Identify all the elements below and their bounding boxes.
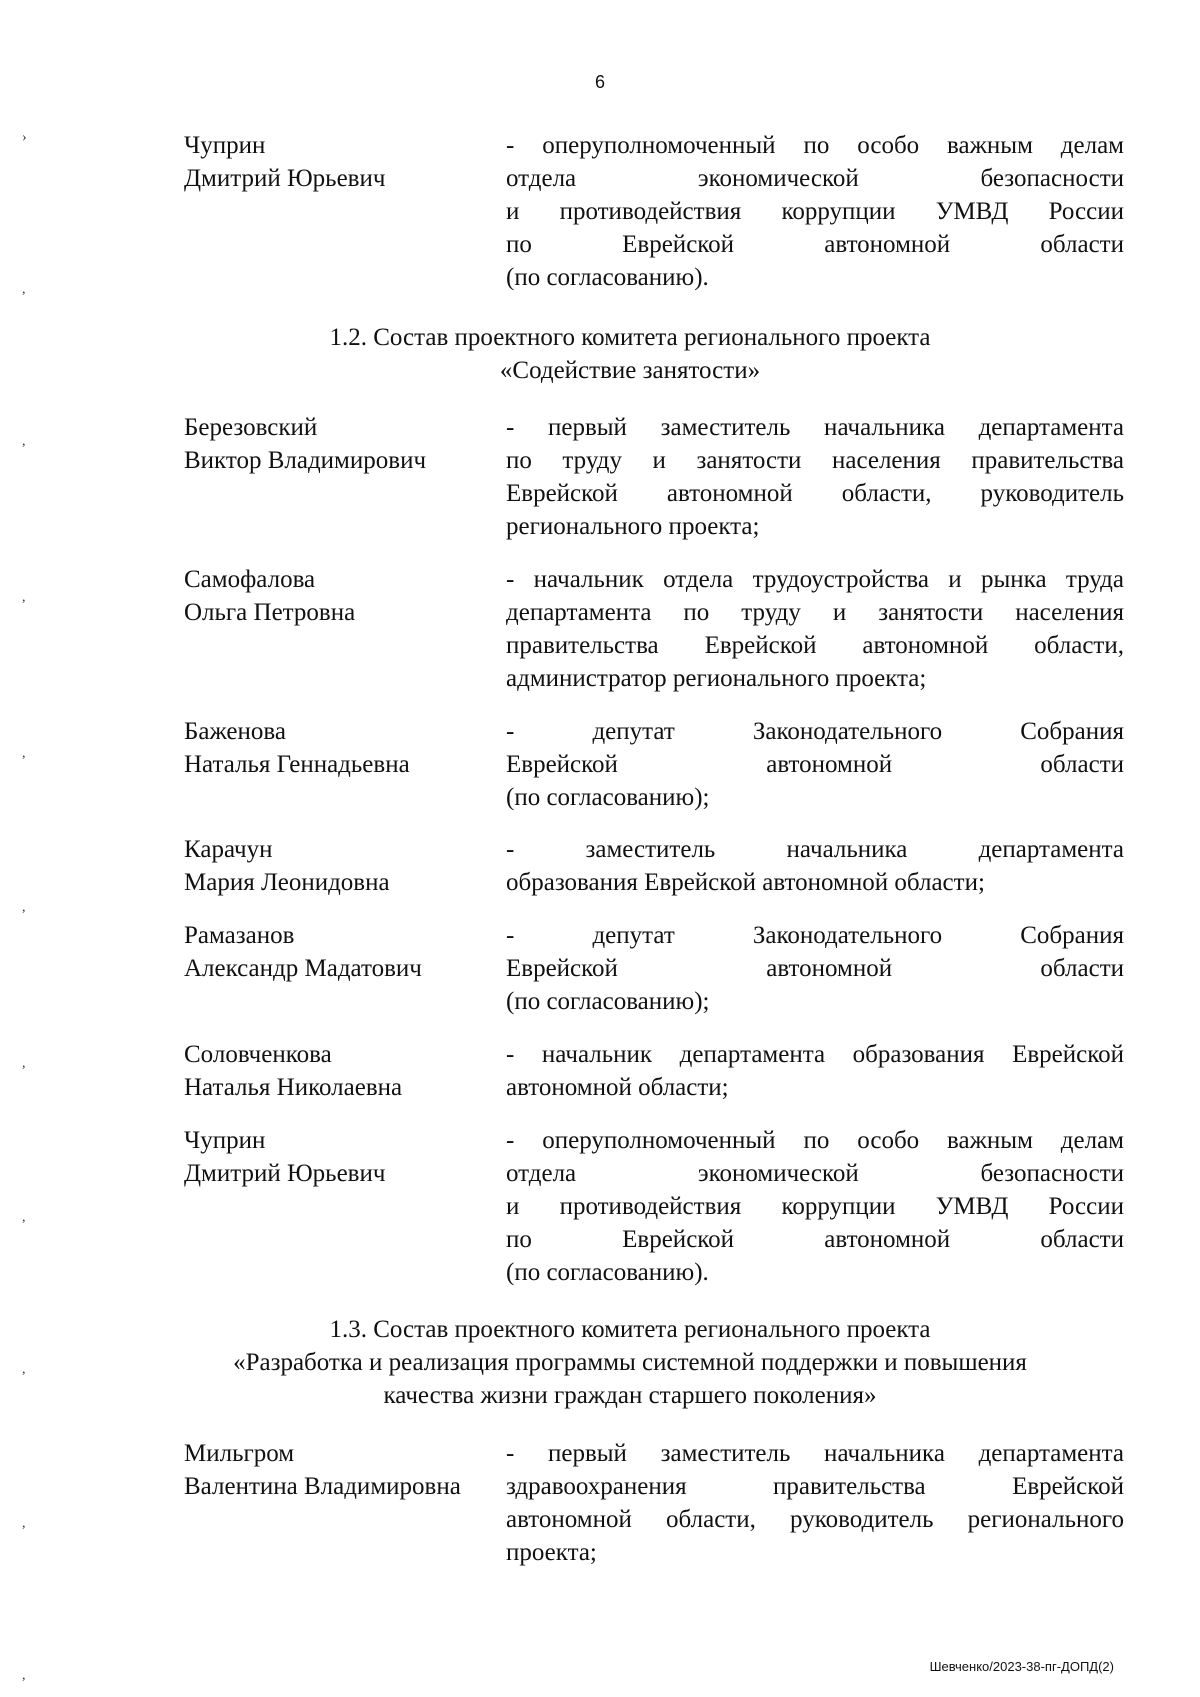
member-name (184, 563, 504, 629)
role-line: - начальник департамента образования Еврейской (506, 1041, 1124, 1068)
role-line: по труду и занятости населения правительства (506, 447, 1124, 474)
role-line: проекта; (506, 1539, 597, 1566)
member-given-name: Наталья Геннадьевна (184, 751, 410, 778)
member-role (506, 129, 1124, 294)
scan-mark: › (22, 130, 27, 145)
role-line: - оперуполномоченный по особо важным делам (506, 132, 1124, 159)
member-surname: Рамазанов (184, 922, 295, 949)
member-given-name: Виктор Владимирович (184, 447, 427, 474)
heading-line: «Содействие занятости» (499, 357, 761, 384)
role-line: - первый заместитель начальника департамента (506, 414, 1124, 441)
role-line: - оперуполномоченный по особо важным делам (506, 1127, 1124, 1154)
member-given-name: Ольга Петровна (184, 599, 356, 626)
heading-line: качества жизни граждан старшего поколения» (383, 1382, 877, 1409)
member-name (184, 919, 504, 985)
role-line: департамента по труду и занятости населения (506, 599, 1124, 626)
scan-mark: , (22, 1516, 26, 1531)
scan-mark: , (22, 1668, 26, 1683)
role-line: автономной области; (506, 1074, 729, 1101)
member-surname: Березовский (184, 414, 318, 441)
scan-mark: , (22, 282, 26, 297)
role-line: здравоохранения правительства Еврейской (506, 1473, 1124, 1500)
role-line: и противодействия коррупции УМВД России (506, 198, 1124, 225)
role-line: - депутат Законодательного Собрания (506, 718, 1124, 745)
member-name (184, 1124, 504, 1190)
member-surname: Мильгром (184, 1440, 295, 1467)
role-line: (по согласованию). (506, 264, 709, 291)
member-role (506, 1038, 1124, 1104)
section-heading-1-2 (150, 321, 1110, 387)
member-role (506, 411, 1124, 543)
role-line: отдела экономической безопасности (506, 1160, 1124, 1187)
member-given-name: Валентина Владимировна (184, 1473, 461, 1500)
member-surname: Карачун (184, 836, 273, 863)
role-line: регионального проекта; (506, 513, 760, 540)
role-line: - депутат Законодательного Собрания (506, 922, 1124, 949)
scan-mark: , (22, 434, 26, 449)
role-line: правительства Еврейской автономной области, (506, 632, 1124, 659)
member-given-name: Наталья Николаевна (184, 1074, 403, 1101)
role-line: (по согласованию); (506, 784, 710, 811)
role-line: по Еврейской автономной области (506, 1226, 1124, 1253)
scan-mark: , (22, 1210, 26, 1225)
role-line: по Еврейской автономной области (506, 231, 1124, 258)
member-name (184, 411, 504, 477)
role-line: - заместитель начальника департамента (506, 836, 1124, 863)
role-line: Еврейской автономной области, руководитель (506, 480, 1124, 507)
member-surname: Самофалова (184, 566, 316, 593)
member-name (184, 715, 504, 781)
member-given-name: Дмитрий Юрьевич (184, 165, 386, 192)
role-line: - начальник отдела трудоустройства и рынка труда (506, 566, 1124, 593)
member-name (184, 129, 504, 195)
scan-mark: , (22, 1362, 26, 1377)
member-surname: Чуприн (184, 1127, 266, 1154)
member-role (506, 715, 1124, 814)
member-name (184, 1437, 504, 1503)
scan-mark: , (22, 900, 26, 915)
member-role (506, 1124, 1124, 1289)
role-line: автономной области, руководитель регионального (506, 1506, 1124, 1533)
scan-mark: , (22, 746, 26, 761)
heading-line: «Разработка и реализация программы системной поддержки и повышения (233, 1349, 1027, 1376)
heading-line: 1.2. Состав проектного комитета регионального проекта (329, 324, 931, 351)
member-role (506, 563, 1124, 695)
role-line: образования Еврейской автономной области; (506, 869, 985, 896)
role-line: (по согласованию); (506, 988, 710, 1015)
role-line: Еврейской автономной области (506, 955, 1124, 982)
page-number: 6 (594, 72, 605, 92)
role-line: - первый заместитель начальника департамента (506, 1440, 1124, 1467)
role-line: отдела экономической безопасности (506, 165, 1124, 192)
member-surname: Соловченкова (184, 1041, 332, 1068)
member-given-name: Мария Леонидовна (184, 869, 390, 896)
role-line: администратор регионального проекта; (506, 665, 927, 692)
member-surname: Чуприн (184, 132, 266, 159)
member-given-name: Дмитрий Юрьевич (184, 1160, 386, 1187)
heading-line: 1.3. Состав проектного комитета регионального проекта (329, 1316, 931, 1343)
member-surname: Баженова (184, 718, 286, 745)
document-code: Шевченко/2023-38-пг-ДОПД(2) (929, 1659, 1114, 1674)
member-role (506, 919, 1124, 1018)
role-line: Еврейской автономной области (506, 751, 1124, 778)
role-line: и противодействия коррупции УМВД России (506, 1193, 1124, 1220)
member-given-name: Александр Мадатович (184, 955, 422, 982)
scan-mark: , (22, 1056, 26, 1071)
member-name (184, 833, 504, 899)
section-heading-1-3 (150, 1313, 1110, 1412)
member-role (506, 1437, 1124, 1569)
scan-mark: , (22, 590, 26, 605)
member-role (506, 833, 1124, 899)
member-name (184, 1038, 504, 1104)
role-line: (по согласованию). (506, 1259, 709, 1286)
